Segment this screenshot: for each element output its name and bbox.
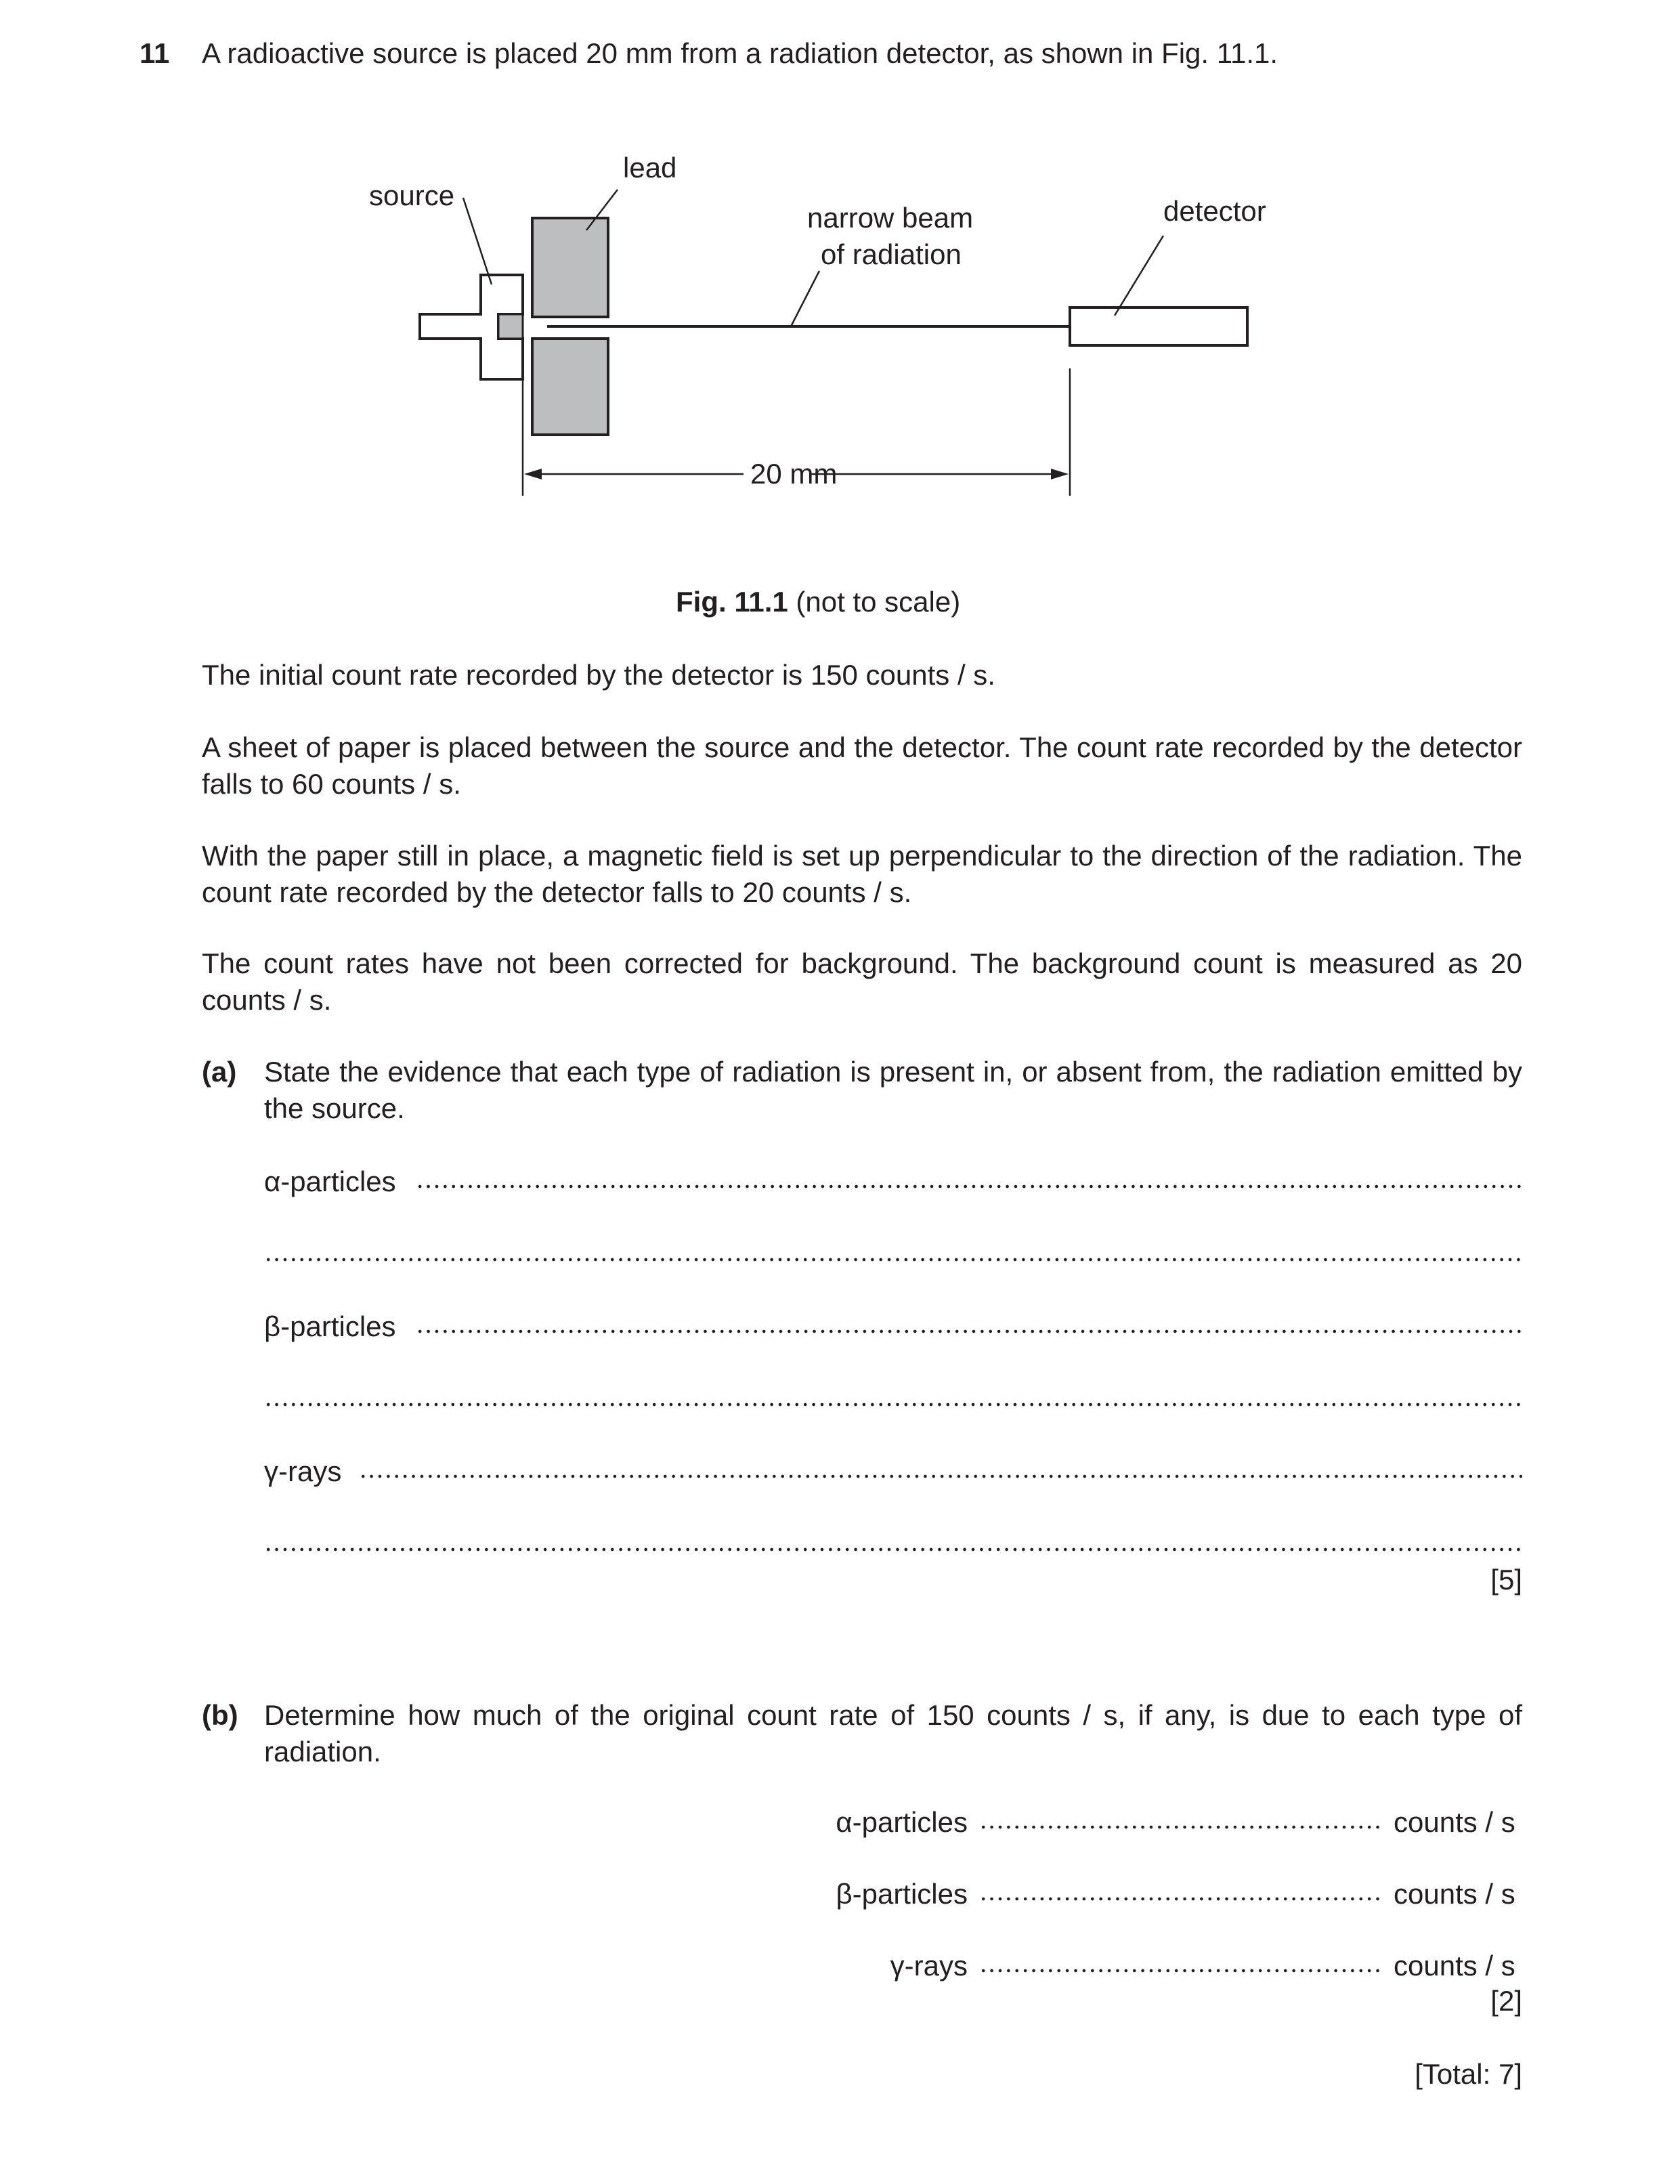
paragraph-initial-count: The initial count rate recorded by the detector is 150 counts / s. [202, 659, 995, 691]
label-detector: detector [1163, 195, 1266, 227]
paragraph-paper: A sheet of paper is placed between the source and the detector. The count rate recorded by the detector falls to 60 counts / s. [202, 731, 1522, 800]
figure-caption-bold: Fig. 11.1 [676, 586, 788, 618]
label-beam-line2: of radiation [821, 238, 962, 270]
part-a-text: State the evidence that each type of radiation is present in, or absent from, the radiation emitted by the source. [264, 1056, 1522, 1124]
part-a-item-gamma: γ-rays [264, 1455, 342, 1487]
part-b-text: Determine how much of the original count rate of 150 counts / s, if any, is due to each type of radiation. [264, 1699, 1522, 1768]
part-b-item-beta: β-particles [836, 1878, 968, 1910]
beam-leader [791, 271, 819, 326]
label-beam-line1: narrow beam [807, 202, 974, 234]
figure-caption [676, 584, 960, 620]
label-distance: 20 mm [750, 458, 838, 490]
figure-caption-rest: (not to scale) [788, 586, 961, 618]
part-a-item-alpha: α-particles [264, 1165, 396, 1197]
source-leader [463, 198, 492, 284]
part-b-label: (b) [202, 1699, 238, 1731]
answer-line-alpha-1[interactable] [416, 1184, 1522, 1189]
figure-11-1 [0, 0, 1680, 528]
lead-block-top [532, 218, 608, 317]
answer-field-alpha[interactable] [979, 1824, 1381, 1830]
label-source: source [369, 179, 455, 211]
answer-line-beta-1[interactable] [416, 1329, 1522, 1334]
answer-line-gamma-1[interactable] [359, 1474, 1522, 1479]
answer-field-gamma[interactable] [979, 1968, 1381, 1973]
dimension-arrow-right [1051, 469, 1069, 479]
total-marks: [Total: 7] [1415, 2058, 1522, 2090]
answer-line-beta-2[interactable] [264, 1402, 1522, 1407]
source-material [498, 314, 523, 339]
part-a-item-beta: β-particles [264, 1310, 396, 1342]
paragraph-magnetic-field: With the paper still in place, a magnetic field is set up perpendicular to the direction of the radiation. The count rate recorded by the detector falls to 20 counts / s. [202, 840, 1522, 908]
question-intro: A radioactive source is placed 20 mm from a radiation detector, as shown in Fig. 11.1. [202, 37, 1278, 69]
part-b-marks: [2] [1490, 1985, 1522, 2017]
detector-leader [1115, 236, 1163, 316]
answer-field-beta[interactable] [979, 1896, 1381, 1902]
paragraph-background: The count rates have not been corrected for background. The background count is measured as 20 counts / s. [202, 947, 1522, 1016]
lead-block-bottom [532, 339, 608, 435]
detector-tube [1070, 307, 1247, 345]
unit-alpha: counts / s [1394, 1806, 1515, 1838]
part-b-item-gamma: γ-rays [890, 1950, 968, 1982]
part-a-marks: [5] [1490, 1564, 1522, 1596]
label-lead: lead [623, 152, 677, 184]
answer-line-alpha-2[interactable] [264, 1257, 1522, 1262]
unit-gamma: counts / s [1394, 1950, 1515, 1982]
answer-line-gamma-2[interactable] [264, 1547, 1522, 1552]
part-a-label: (a) [202, 1056, 237, 1088]
unit-beta: counts / s [1394, 1878, 1515, 1910]
question-number: 11 [139, 37, 170, 69]
dimension-arrow-left [524, 469, 542, 479]
part-b-item-alpha: α-particles [836, 1806, 968, 1838]
